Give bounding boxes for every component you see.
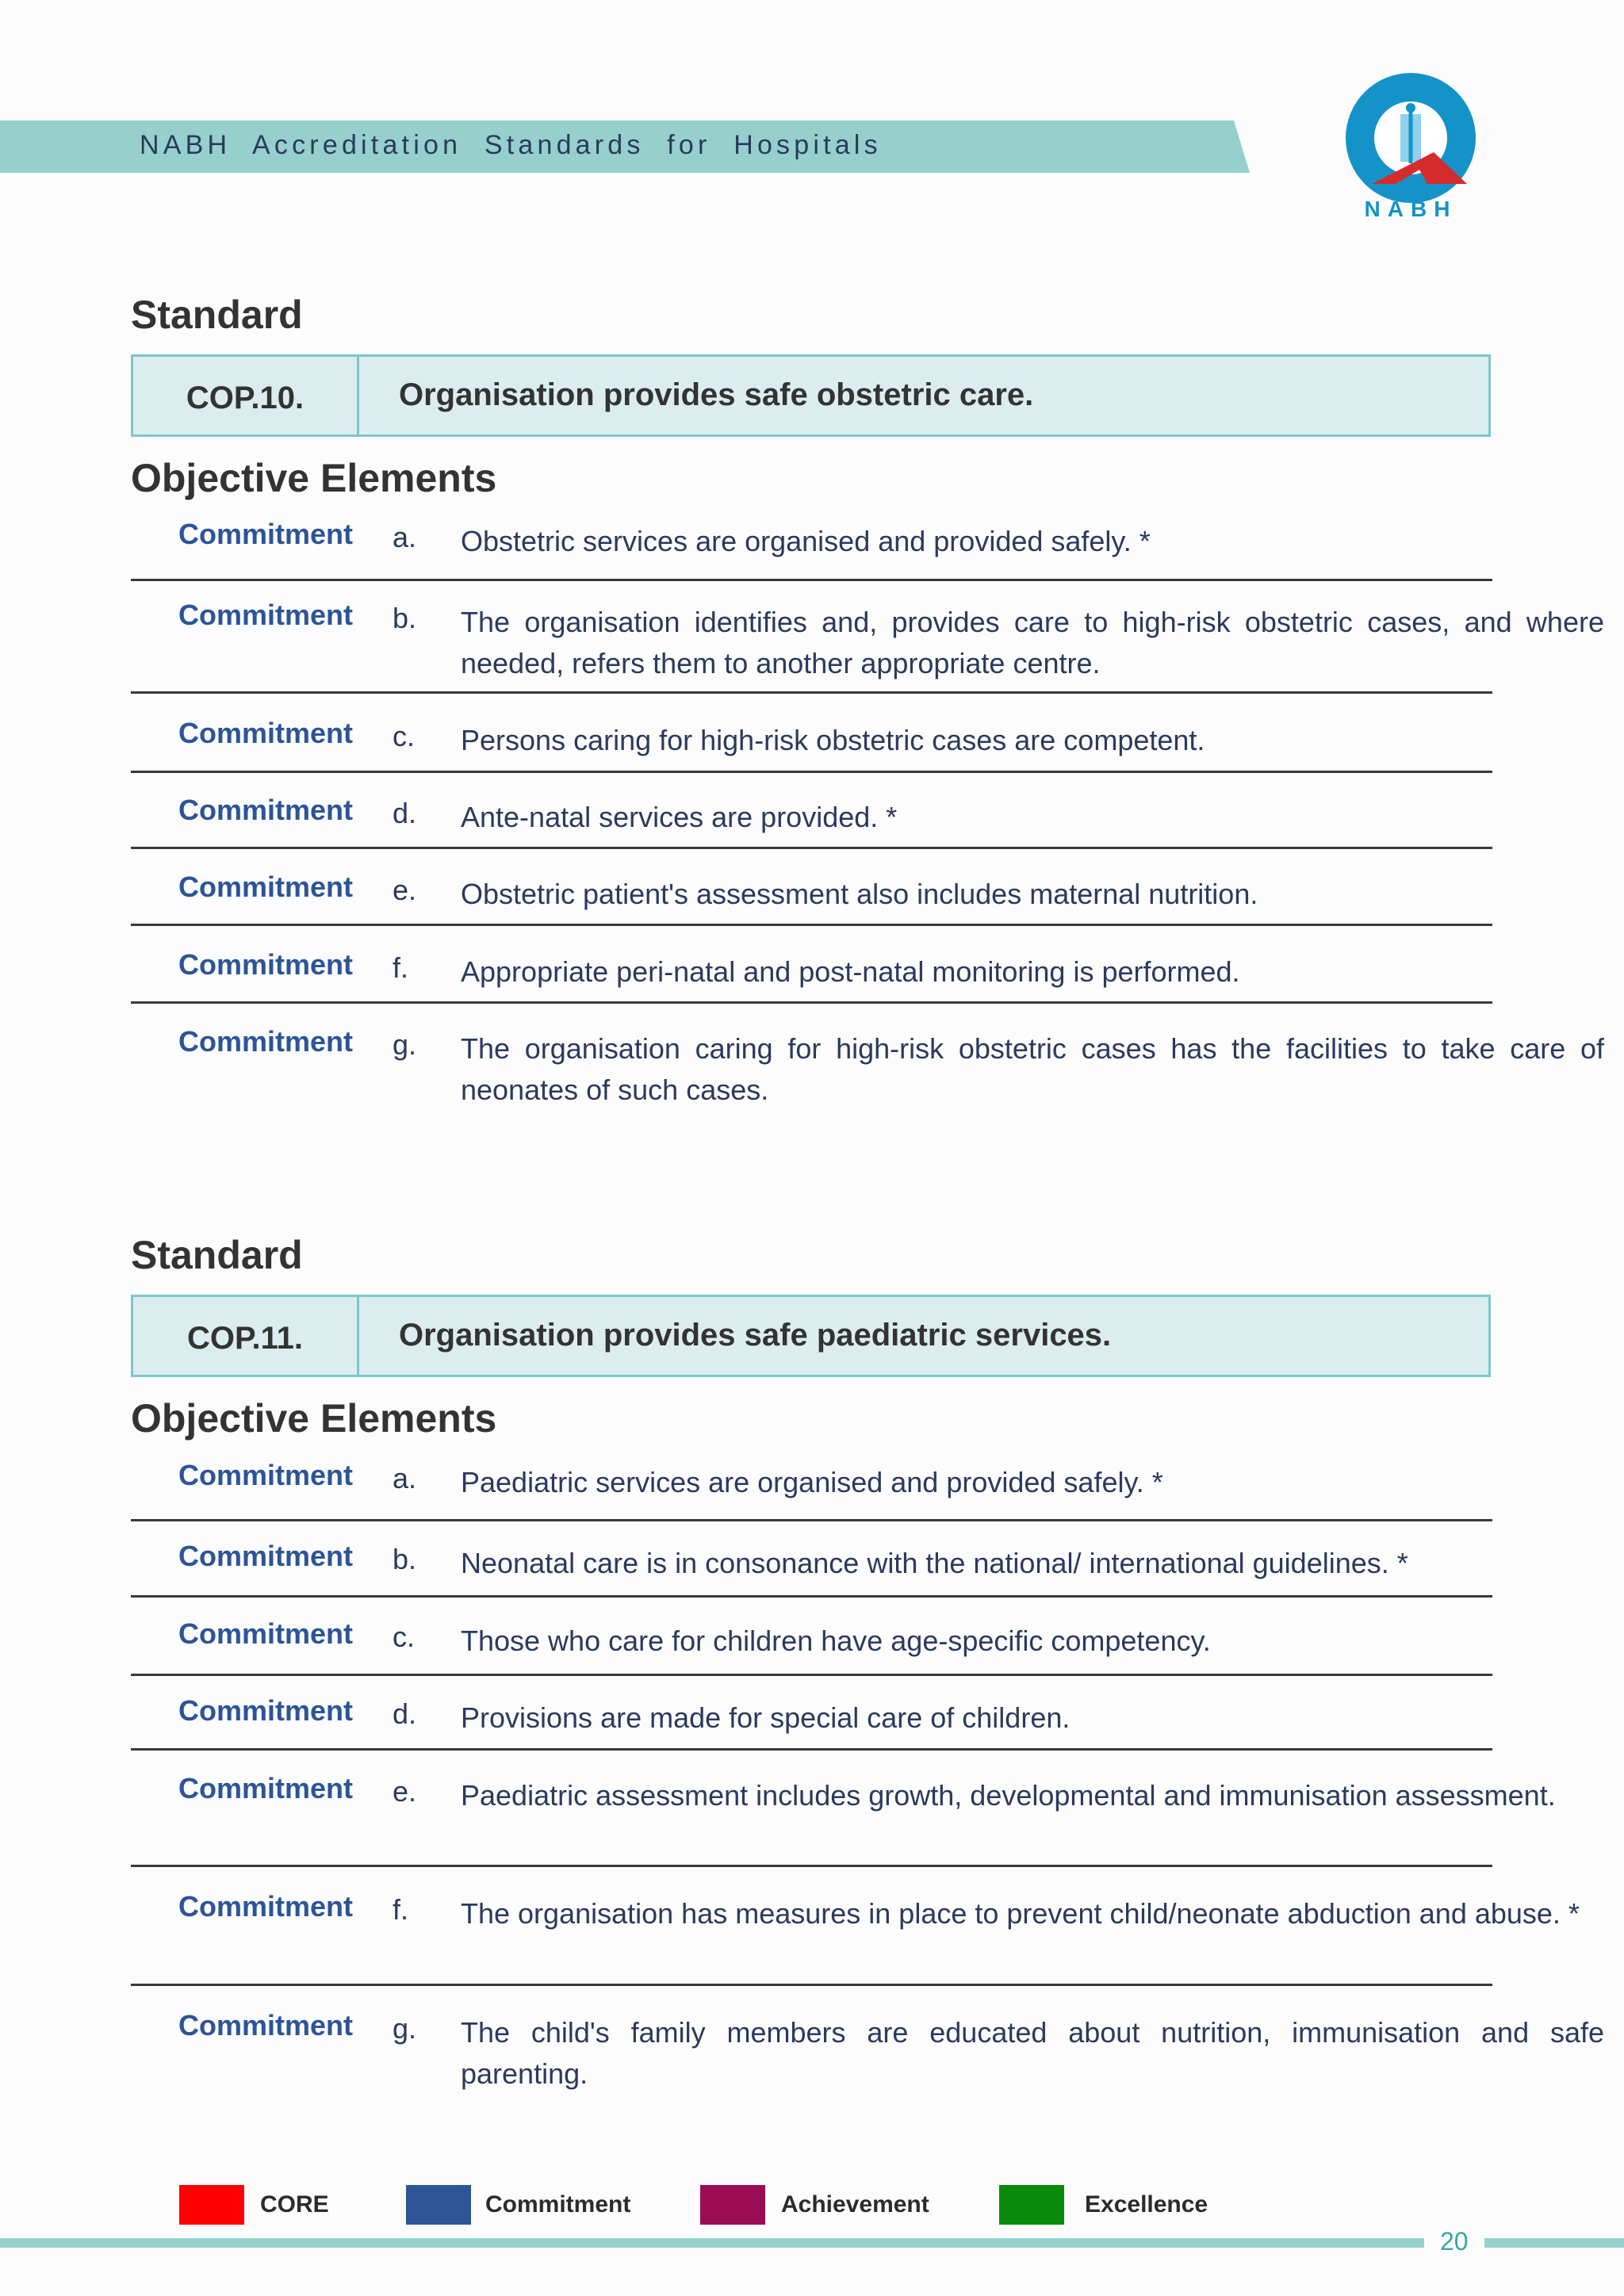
objective-element-row [131, 1459, 1492, 1521]
element-letter: a. [393, 1462, 417, 1494]
element-text: Neonatal care is in consonance with the national/ international guidelines. * [461, 1547, 1408, 1579]
element-letter: a. [393, 521, 417, 553]
objective-element-row [131, 1617, 1492, 1676]
legend-label-commitment: Commitment [485, 2191, 631, 2218]
element-text: Persons caring for high-risk obstetric cases are competent. [461, 724, 1205, 756]
element-type: Commitment [178, 871, 354, 903]
objective-element-row [131, 948, 1492, 1004]
element-type: Commitment [178, 599, 354, 631]
element-letter: e. [393, 1775, 417, 1808]
element-letter: f. [393, 1893, 409, 1926]
legend-swatch-commitment [406, 2185, 471, 2225]
element-text: The organisation identifies and, provides care to high-risk obstetric cases, and where needed, refers them to another appropriate centre. [461, 606, 1604, 679]
element-type: Commitment [178, 1617, 354, 1650]
element-type: Commitment [178, 1890, 354, 1923]
legend-swatch-achievement [700, 2185, 765, 2225]
element-type: Commitment [178, 1459, 354, 1491]
element-text: Obstetric services are organised and provided safely. * [461, 525, 1151, 557]
element-type: Commitment [178, 1025, 354, 1058]
objective-element-row [131, 1890, 1580, 1986]
objective-element-row [131, 599, 1604, 694]
element-letter: d. [393, 797, 417, 829]
objective-element-row [131, 1540, 1492, 1598]
standard-code: COP.10. [133, 357, 359, 434]
element-type: Commitment [178, 2009, 354, 2042]
element-type: Commitment [178, 717, 354, 749]
element-text: Obstetric patient's assessment also includes maternal nutrition. [461, 878, 1258, 910]
element-letter: e. [393, 874, 417, 906]
standard-code: COP.11. [133, 1297, 359, 1375]
standard-box [131, 354, 1491, 437]
legend-label-excellence: Excellence [1085, 2191, 1208, 2218]
objective-element-row [131, 717, 1492, 773]
page-number: 20 [1440, 2227, 1469, 2256]
standard-statement: Organisation provides safe paediatric services. [399, 1318, 1112, 1353]
legend-label-achievement: Achievement [781, 2191, 929, 2218]
element-type: Commitment [178, 1540, 354, 1572]
element-text: Paediatric services are organised and provided safely. * [461, 1466, 1163, 1498]
element-text: Appropriate peri-natal and post-natal monitoring is performed. [461, 955, 1240, 988]
element-type: Commitment [178, 1772, 354, 1804]
element-letter: b. [393, 602, 417, 634]
element-text: Paediatric assessment includes growth, developmental and immunisation assessment. [461, 1779, 1556, 1812]
logo-wordmark: NABH [1364, 197, 1457, 221]
objective-element-row [131, 871, 1492, 926]
element-text: Ante-natal services are provided. * [461, 801, 898, 833]
objective-element-row [131, 794, 1492, 849]
element-type: Commitment [178, 518, 354, 550]
objective-element-row [131, 2009, 1604, 2096]
legend-label-core [260, 2191, 329, 2218]
footer-rule-left [0, 2238, 1424, 2248]
element-type: Commitment [178, 1694, 354, 1727]
objective-element-row [131, 1694, 1492, 1751]
document-title: NABH Accreditation Standards for Hospitals [140, 130, 882, 160]
element-letter: f. [393, 951, 409, 984]
element-text: Provisions are made for special care of children. [461, 1701, 1071, 1734]
element-letter: c. [393, 1621, 416, 1653]
standard-box [131, 1295, 1491, 1377]
element-type: Commitment [178, 948, 354, 981]
objective-elements-heading: Objective Elements [131, 456, 497, 500]
element-text: The child's family members are educated about nutrition, immunisation and safe parenting. [461, 2016, 1604, 2090]
element-letter: d. [393, 1697, 417, 1730]
element-type: Commitment [178, 794, 354, 826]
element-letter: c. [393, 720, 416, 752]
element-letter: g. [393, 1028, 417, 1061]
standard-statement: Organisation provides safe obstetric care. [399, 377, 1034, 412]
objective-element-row [131, 1772, 1556, 1867]
element-letter: b. [393, 1543, 417, 1575]
objective-element-row [131, 518, 1492, 581]
objective-elements-heading: Objective Elements [131, 1396, 497, 1441]
element-letter: g. [393, 2012, 417, 2045]
element-text: Those who care for children have age-specific competency. [461, 1624, 1211, 1657]
standard-heading: Standard [131, 293, 303, 337]
legend-swatch-excellence [999, 2185, 1064, 2225]
standard-heading: Standard [131, 1233, 303, 1277]
footer-rule-right [1484, 2238, 1624, 2248]
element-text: The organisation caring for high-risk obstetric cases has the facilities to take care of neonates of such cases. [461, 1032, 1604, 1106]
element-text: The organisation has measures in place to prevent child/neonate abduction and abuse. * [461, 1897, 1580, 1930]
legend-core-text: CORE [260, 2191, 329, 2218]
legend-swatch-core [179, 2185, 244, 2225]
objective-element-row [131, 1025, 1604, 1112]
